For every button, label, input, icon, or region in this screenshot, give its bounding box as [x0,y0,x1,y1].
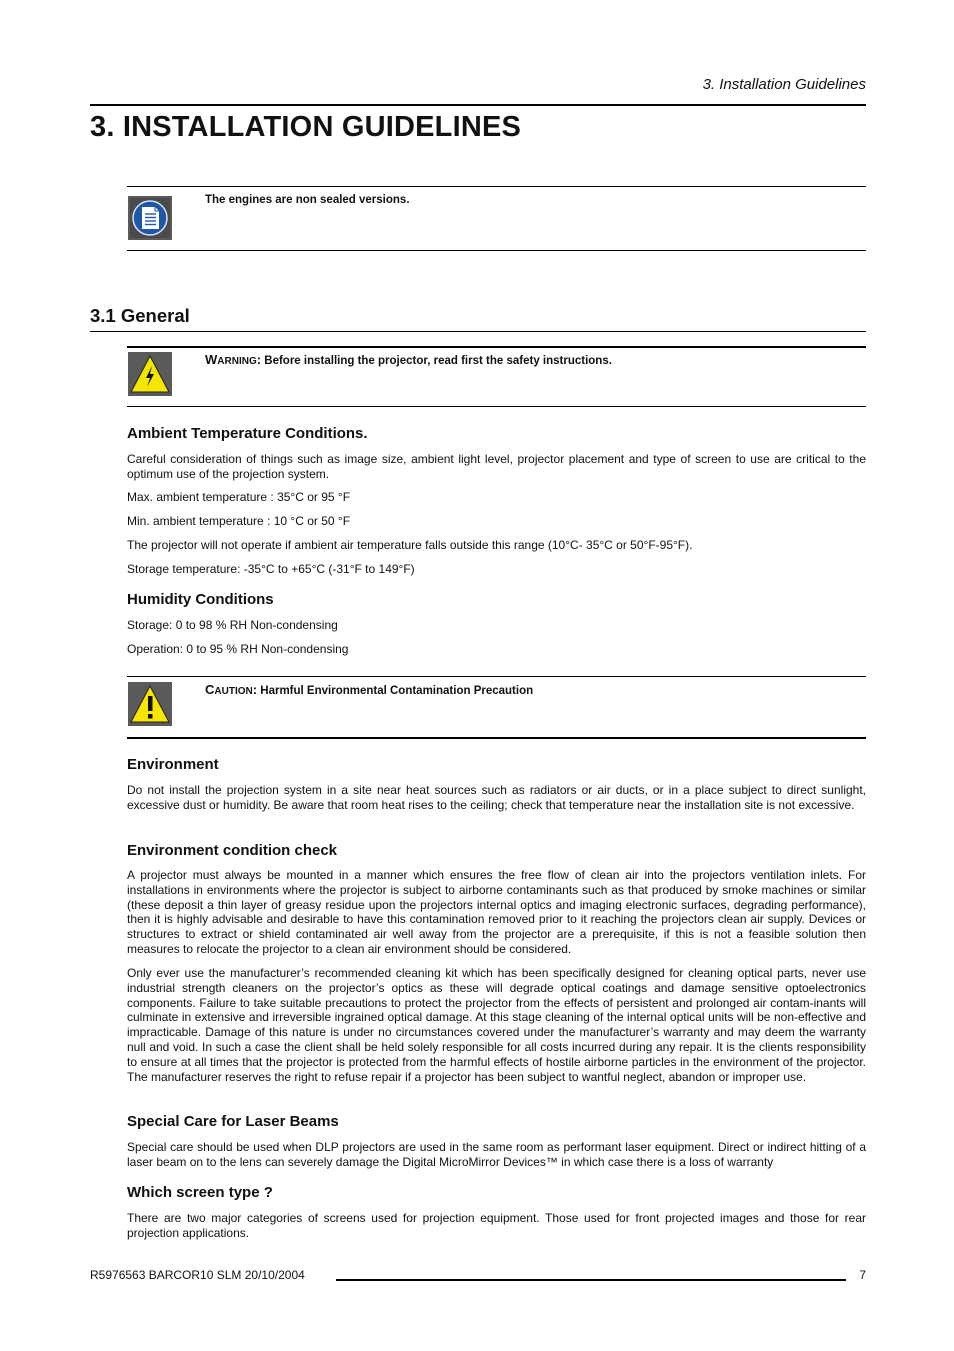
warning-top-rule [127,346,866,348]
warning-text-line [205,352,612,367]
ambient-min: Min. ambient temperature : 10 °C or 50 °F [127,514,351,528]
note-top-rule [127,186,866,187]
humidity-storage: Storage: 0 to 98 % RH Non-condensing [127,618,338,632]
footer-doc-info: R5976563 BARCOR10 SLM 20/10/2004 [90,1268,305,1282]
warning-label-colon: : [256,352,262,367]
env-check-title: Environment condition check [127,842,338,859]
caution-bottom-rule [127,737,866,739]
ambient-max: Max. ambient temperature : 35°C or 95 °F [127,490,351,504]
env-check-paragraph-2: Only ever use the manufacturer’s recommended cleaning kit which has been specifically designed for cleaning optical parts, never use industrial strength cleaners on the projector’s optics as these will degrade optical coatings and damage sensitive optoelectronics components. Failure to take suitable precautions to protect the projector from the effects of persistent and prolonged air contam-inants will culminate in extensive and irreversible ingrained optical damage. At this stage cleaning of the internal optical units will be non-effective and impracticable. Damage of this nature is under no circumstances covered under the manufacturer’s warranty and may deem the warranty null and void. In such a case the client shall be held solely responsible for all costs incurred during any repair. It is the clients responsibility to ensure at all times that the projector is protected from the harmful effects of hostile airborne particles in the environment of the projector. The manufacturer reserves the right to refuse repair if a projector has been subject to wantful neglect, abandon or improper use. [127,966,866,1084]
caution-label-colon: : [252,682,258,697]
footer-rule [336,1279,846,1281]
ambient-range: The projector will not operate if ambient air temperature falls outside this range (10°C- 35°C or 50°F-95°F). [127,538,693,552]
ambient-storage: Storage temperature: -35°C to +65°C (-31°F to 149°F) [127,562,415,576]
caution-text-line [205,682,533,697]
page-number: 7 [859,1268,866,1282]
note-text: The engines are non sealed versions. [205,194,410,206]
header-rule [90,104,866,106]
caution-text: Harmful Environmental Contamination Precaution [260,685,534,697]
document-note-icon [128,196,172,240]
lightning-warning-icon [128,352,172,396]
env-check-paragraph-1: A projector must always be mounted in a manner which ensures the free flow of clean air into the projectors ventilation inlets. For installations in environments where the projector is subject to airborne contaminants such as that produced by smoke machines or similar (these deposit a thin layer of greasy residue upon the projectors internal optics and imaging electronic surfaces, degrading performance), then it is highly advisable and desirable to have this contamination removed prior to it reaching the projectors clean air supply. Devices or structures to extract or shield contaminated air well away from the projector are a prerequisite, if this is not a feasible solution then measures to relocate the projector to a clean air environment should be considered. [127,868,866,956]
section-rule [90,331,866,332]
warning-label-rest: ARNING [217,356,257,367]
humidity-title: Humidity Conditions [127,591,274,608]
warning-label-initial: W [205,352,218,367]
warning-text: Before installing the projector, read first the safety instructions. [264,355,612,367]
caution-label-rest: AUTION [214,686,253,697]
note-bottom-rule [127,250,866,251]
screen-title: Which screen type ? [127,1184,273,1201]
caution-label-initial: C [205,682,215,697]
screen-paragraph: There are two major categories of screens used for projection equipment. Those used for front projected images and those for rear projection applications. [127,1211,866,1240]
humidity-operation: Operation: 0 to 95 % RH Non-condensing [127,642,349,656]
laser-paragraph: Special care should be used when DLP projectors are used in the same room as performant laser equipment. Direct or indirect hitting of a laser beam on to the lens can severely damage the Digital MicroMirror Devices™ in which case there is a loss of warranty [127,1140,866,1169]
exclamation-caution-icon [128,682,172,726]
laser-title: Special Care for Laser Beams [127,1113,339,1130]
running-header: 3. Installation Guidelines [702,76,866,93]
environment-title: Environment [127,756,219,773]
chapter-title: 3. INSTALLATION GUIDELINES [90,111,522,143]
ambient-title: Ambient Temperature Conditions. [127,425,368,442]
warning-bottom-rule [127,406,866,407]
caution-top-rule [127,676,866,677]
section-title: 3.1 General [90,305,190,326]
ambient-paragraph: Careful consideration of things such as image size, ambient light level, projector placement and type of screen to use are critical to the optimum use of the projection system. [127,452,866,481]
environment-paragraph: Do not install the projection system in a site near heat sources such as radiators or air ducts, or in a place subject to direct sunlight, excessive dust or humidity. Be aware that room heat rises to the ceiling; check that temperature near the installation site is not excessive. [127,783,866,812]
